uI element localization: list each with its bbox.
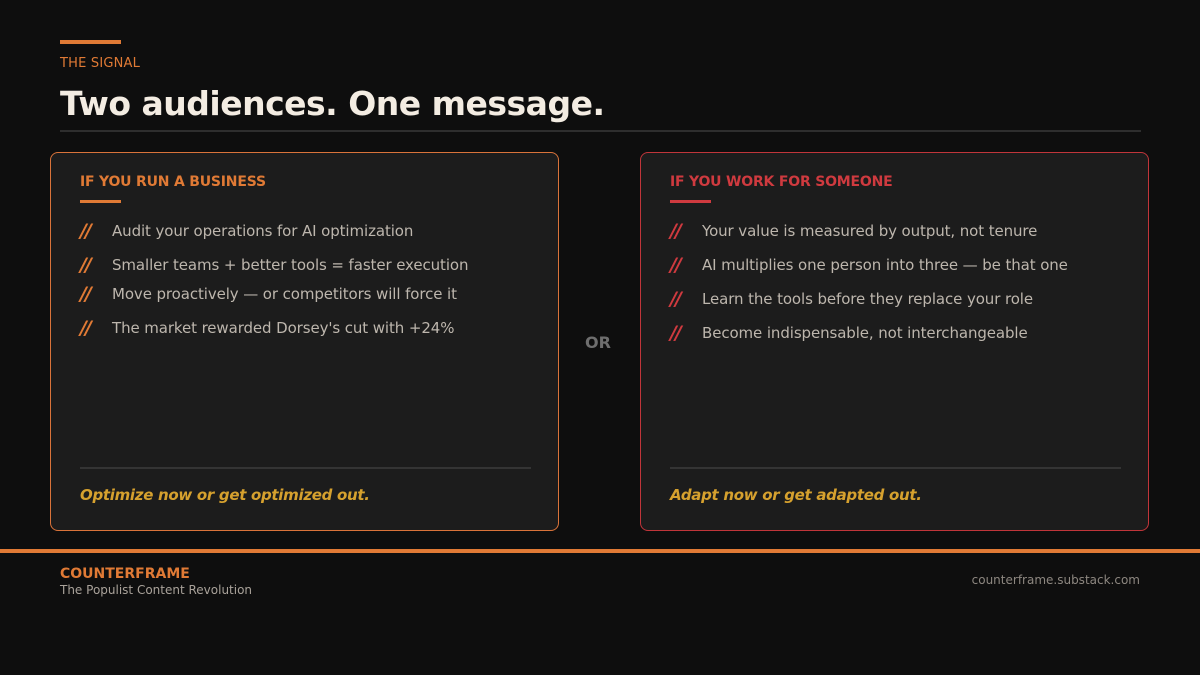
brand-name: COUNTERFRAME (60, 566, 190, 582)
bullet-text: Audit your operations for AI optimization (112, 222, 414, 240)
employee-bullet (670, 219, 1037, 243)
bullet-text: Move proactively — or competitors will force it (112, 285, 457, 303)
business-card-tagline: Optimize now or get optimized out. (80, 486, 370, 504)
double-slash-icon: // (670, 254, 680, 276)
double-slash-icon: // (670, 288, 680, 310)
accent-bar (60, 40, 121, 44)
employee-bullet (670, 321, 1028, 345)
business-bullet (80, 253, 468, 277)
double-slash-icon: // (80, 283, 90, 305)
employee-bullet (670, 287, 1033, 311)
eyebrow-label: THE SIGNAL (60, 56, 141, 71)
double-slash-icon: // (670, 322, 680, 344)
title-divider (60, 130, 1141, 132)
bullet-text: AI multiplies one person into three — be that one (702, 256, 1068, 274)
employee-card-tagline: Adapt now or get adapted out. (670, 486, 922, 504)
bullet-text: Your value is measured by output, not tenure (702, 222, 1038, 240)
page-title: Two audiences. One message. (60, 84, 605, 123)
business-card-underline (80, 200, 121, 203)
brand-subtitle: The Populist Content Revolution (60, 583, 253, 597)
employee-card-divider (670, 467, 1121, 469)
employee-card-underline (670, 200, 711, 203)
business-card-heading: IF YOU RUN A BUSINESS (80, 174, 266, 190)
business-bullet (80, 316, 454, 340)
double-slash-icon: // (670, 220, 680, 242)
double-slash-icon: // (80, 254, 90, 276)
or-separator: OR (585, 333, 611, 352)
employee-card-heading: IF YOU WORK FOR SOMEONE (670, 174, 893, 190)
business-bullet (80, 219, 413, 243)
employee-bullet (670, 253, 1068, 277)
employee-card (640, 152, 1149, 531)
bullet-text: Become indispensable, not interchangeable (702, 324, 1028, 342)
bullet-text: Smaller teams + better tools = faster execution (112, 256, 469, 274)
business-card-divider (80, 467, 531, 469)
bullet-text: Learn the tools before they replace your role (702, 290, 1033, 308)
footer-url: counterframe.substack.com (971, 573, 1140, 587)
footer-divider (0, 549, 1200, 553)
bullet-text: The market rewarded Dorsey's cut with +24% (112, 319, 455, 337)
double-slash-icon: // (80, 220, 90, 242)
business-card (50, 152, 559, 531)
double-slash-icon: // (80, 317, 90, 339)
business-bullet (80, 282, 457, 306)
